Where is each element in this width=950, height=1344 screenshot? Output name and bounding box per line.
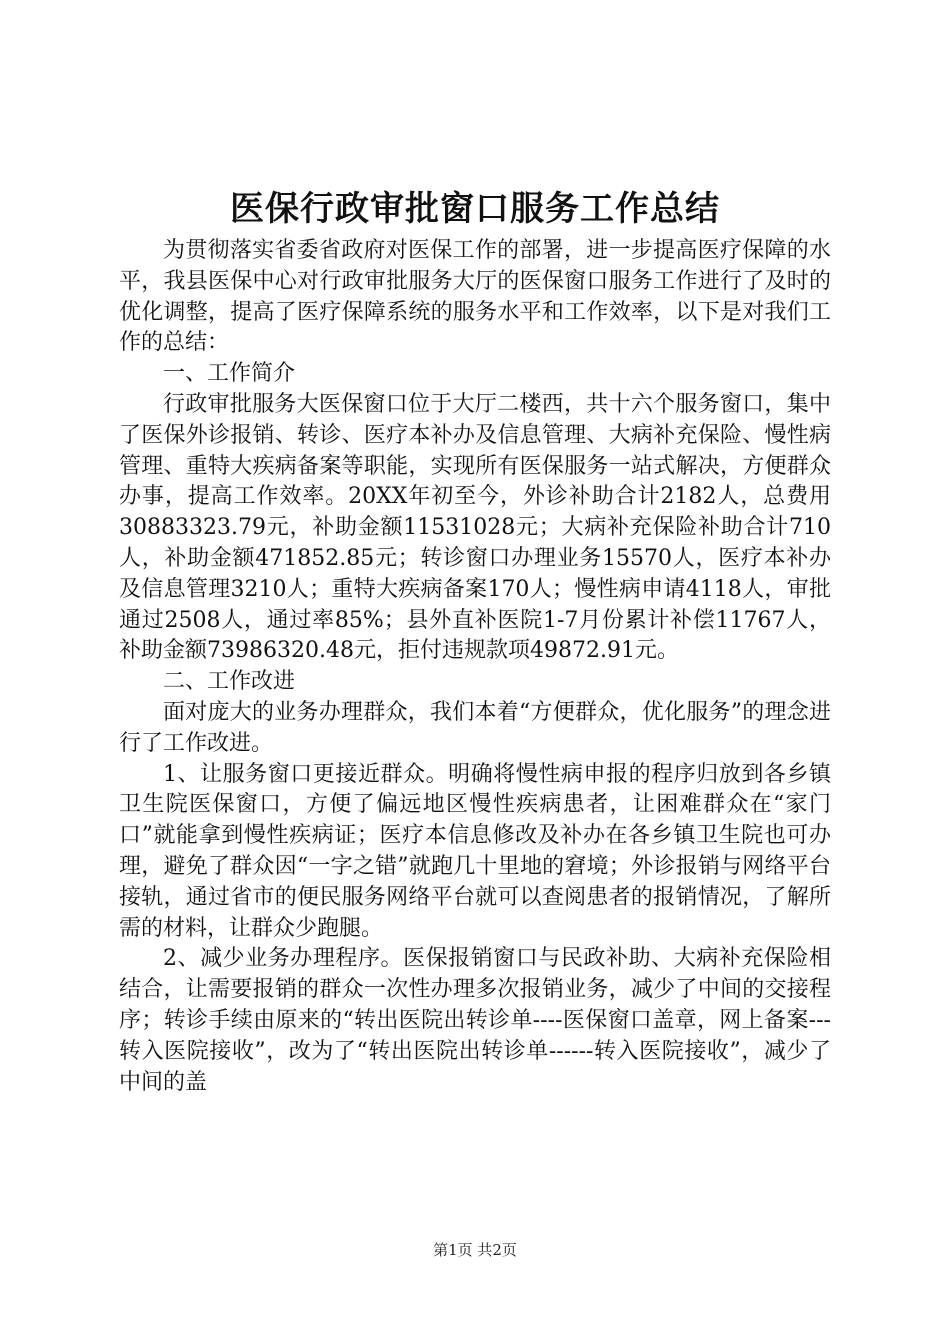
paragraph-improvement-2: 2、减少业务办理程序。医保报销窗口与民政补助、大病补充保险相结合，让需要报销的群众一次性办理多次报销业务，减少了中间的交接程序；转诊手续由原来的“转出医院出转诊单----医保窗口盖章，网上备案---转入医院接收”，改为了“转出医院出转诊单------转入医院接收”，减少了中间的盖 bbox=[119, 946, 831, 1095]
paragraph-intro: 为贯彻落实省委省政府对医保工作的部署，进一步提高医疗保障的水平，我县医保中心对行政审批服务大厅的医保窗口服务工作进行了及时的优化调整，提高了医疗保障系统的服务水平和工作效率，以下是对我们工作的总结： bbox=[119, 238, 831, 356]
paragraph-overview: 行政审批服务大医保窗口位于大厅二楼西，共十六个服务窗口，集中了医保外诊报销、转诊、医疗本补办及信息管理、大病补充保险、慢性病管理、重特大疾病备案等职能，实现所有医保服务一站式解决，方便群众办事，提高工作效率。20XX年初至今，外诊补助合计2182人，总费用30883323.79元，补助金额11531028元；大病补充保险补助合计710人，补助金额471852.85元；转诊窗口办理业务15570人，医疗本补办及信息管理3210人；重特大疾病备案170人；慢性病申请4118人，审批通过2508人，通过率85%；县外直补医院1-7月份累计补偿11767人，补助金额73986320.48元，拒付违规款项49872.91元。 bbox=[119, 391, 831, 664]
paragraph-improvements-intro: 面对庞大的业务办理群众，我们本着“方便群众，优化服务”的理念进行了工作改进。 bbox=[119, 699, 831, 756]
paragraph-improvement-1: 1、让服务窗口更接近群众。明确将慢性病申报的程序归放到各乡镇卫生院医保窗口，方便了偏远地区慢性疾病患者，让困难群众在“家门口”就能拿到慢性疾病证；医疗本信息修改及补办在各乡镇卫生院也可办理，避免了群众因“一字之错”就跑几十里地的窘境；外诊报销与网络平台接轨，通过省市的便民服务网络平台就可以查阅患者的报销情况，了解所需的材料，让群众少跑腿。 bbox=[119, 761, 831, 941]
document-title: 医保行政审批窗口服务工作总结 bbox=[230, 189, 720, 229]
page-footer: 第1页 共2页 bbox=[433, 1241, 517, 1259]
section-heading-improvements: 二、工作改进 bbox=[163, 669, 296, 695]
document-body bbox=[119, 236, 831, 1098]
section-heading-overview: 一、工作简介 bbox=[163, 361, 296, 387]
